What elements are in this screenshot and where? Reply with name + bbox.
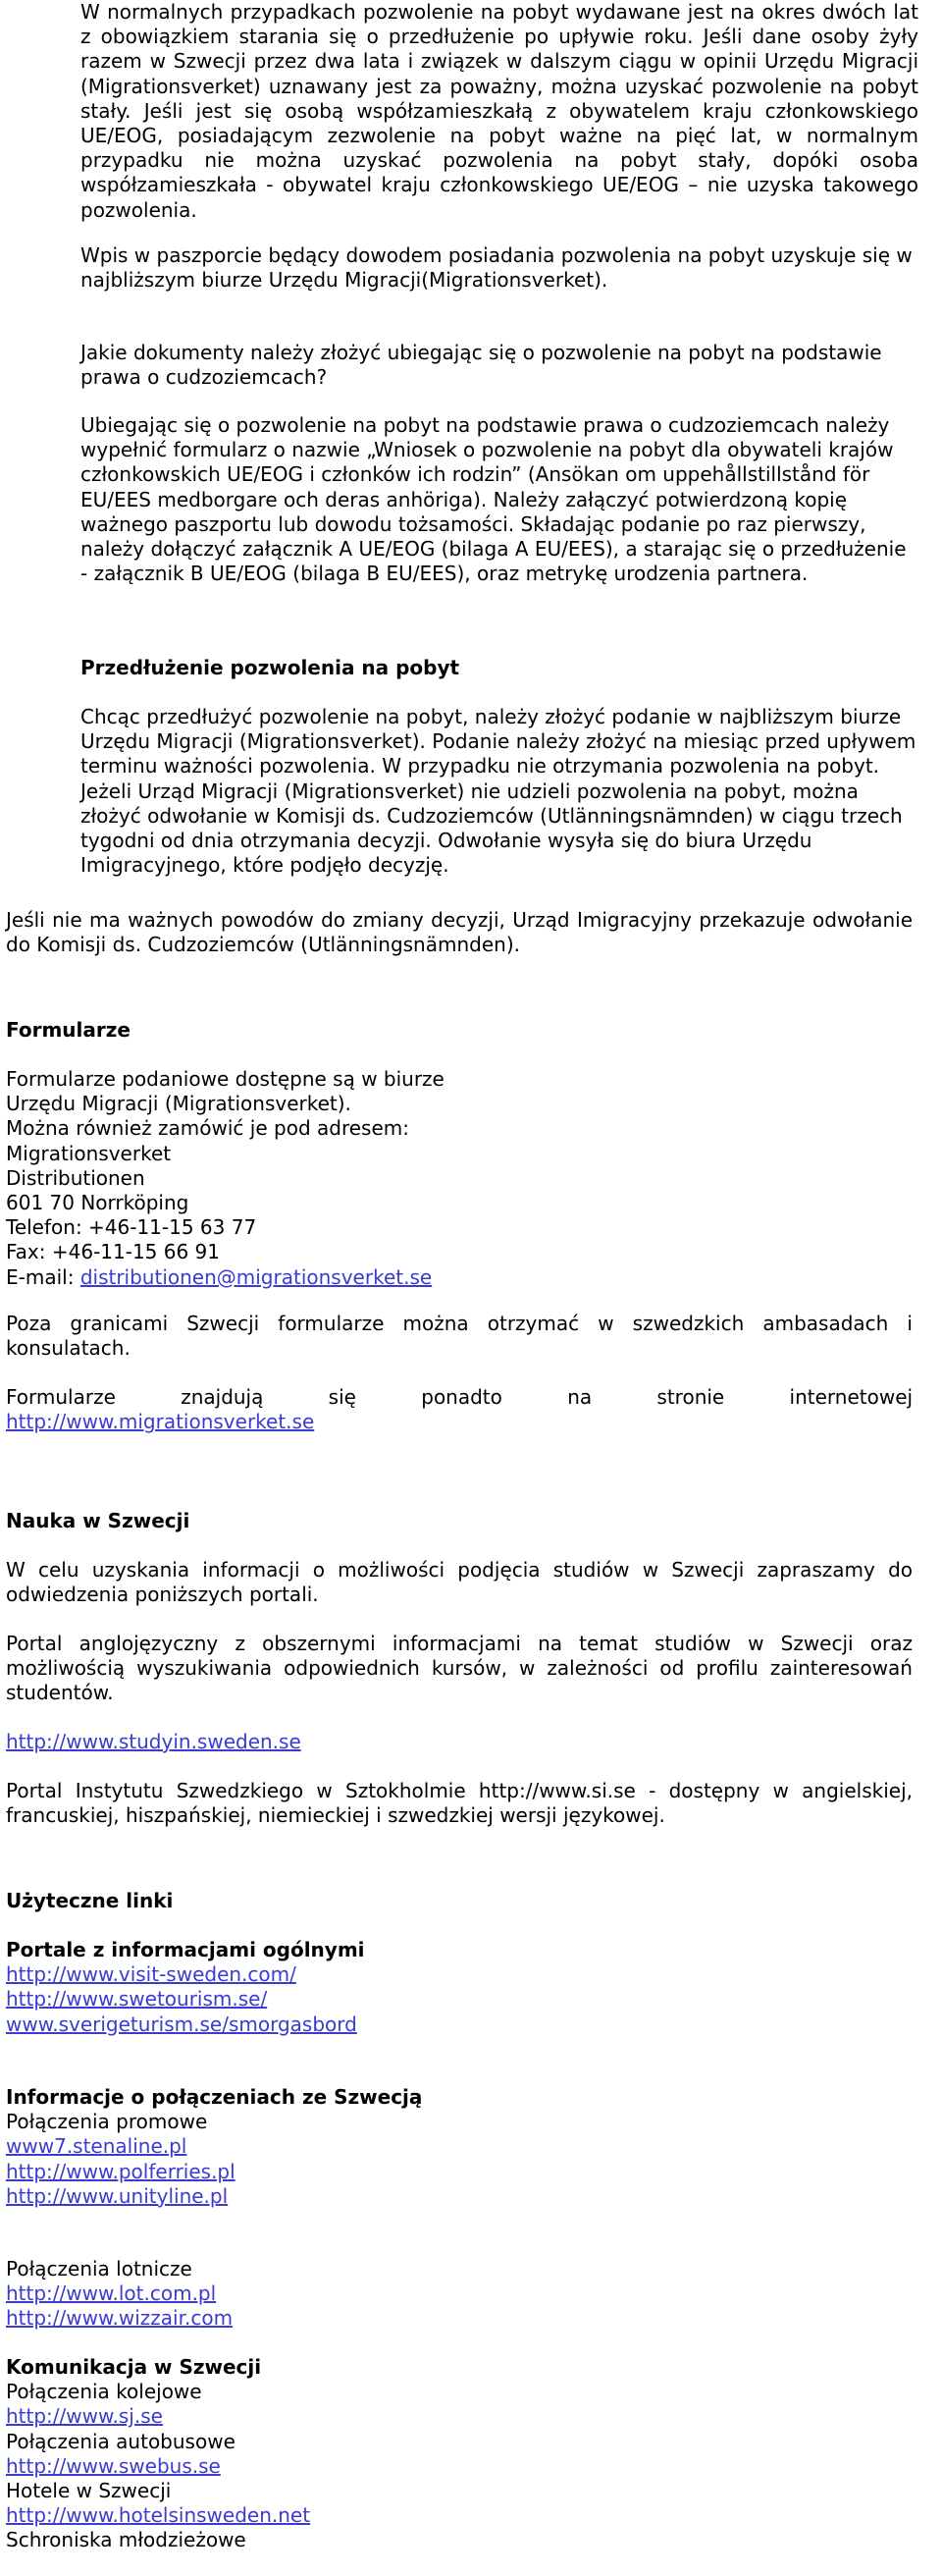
forms-line: Formularze podaniowe dostępne są w biurze bbox=[6, 1067, 445, 1091]
forms-phone: Telefon: +46-11-15 63 77 bbox=[6, 1215, 257, 1240]
subheading-general-portals: Portale z informacjami ogólnymi bbox=[6, 1938, 365, 1961]
connections-block bbox=[6, 2085, 913, 2209]
rail-label: Połączenia kolejowe bbox=[6, 2380, 202, 2404]
stenaline-link[interactable]: www7.stenaline.pl bbox=[6, 2134, 187, 2159]
forms-line: Urzędu Migracji (Migrationsverket). bbox=[6, 1092, 351, 1116]
unityline-link[interactable]: http://www.unityline.pl bbox=[6, 2183, 229, 2208]
heading-useful-links: Użyteczne linki bbox=[6, 1889, 174, 1912]
paragraph-appeal-note: Jeśli nie ma ważnych powodów do zmiany decyzji, Urząd Imigracyjny przekazuje odwołanie do Komisji ds. Cudzoziemców (Utlänningsnämnden). bbox=[6, 908, 913, 957]
migrationsverket-link[interactable]: http://www.migrationsverket.se bbox=[6, 1410, 315, 1434]
air-block bbox=[6, 2257, 913, 2332]
paragraph-passport-entry: Wpis w paszporcie będący dowodem posiadania pozwolenia na pobyt uzyskuje się w najbliższym biurze Urzędu Migracji(Migrationsverket). bbox=[80, 243, 913, 293]
subheading-transport: Komunikacja w Szwecji bbox=[6, 2355, 262, 2379]
word: na bbox=[567, 1385, 593, 1409]
wizzair-link[interactable]: http://www.wizzair.com bbox=[6, 2306, 234, 2331]
studyin-link[interactable]: http://www.studyin.sweden.se bbox=[6, 1730, 301, 1753]
polferries-link[interactable]: http://www.polferries.pl bbox=[6, 2159, 236, 2183]
word: internetowej bbox=[789, 1385, 914, 1409]
visit-sweden-link[interactable]: http://www.visit-sweden.com/ bbox=[6, 1962, 296, 1987]
paragraph-application-form: Ubiegając się o pozwolenie na pobyt na podstawie prawa o cudzoziemcach należy wypełnić formularz o nazwie „Wniosek o pozwolenie na pobyt dla obywateli krajów członkowskich UE/EOG i członków ich rodzin” (Ansökan om uppehållstillstånd för EU/EES medborgare och deras anhöriga). Należy załączyć potwierdzoną kopię ważnego paszportu lub dowodu tożsamości. Składając podanie po raz pierwszy, należy dołączyć załącznik A UE/EOG (bilaga A EU/EES), a starając się o przedłużenie - załącznik B UE/EOG (bilaga B EU/EES), oraz metrykę urodzenia partnera. bbox=[80, 413, 907, 586]
air-label: Połączenia lotnicze bbox=[6, 2257, 192, 2281]
swebus-link[interactable]: http://www.swebus.se bbox=[6, 2453, 221, 2478]
swetourism-link[interactable]: http://www.swetourism.se/ bbox=[6, 1987, 268, 2012]
forms-email-line bbox=[6, 1265, 913, 1290]
email-label: E-mail: bbox=[6, 1264, 80, 1289]
forms-address-block bbox=[6, 1067, 913, 1290]
transport-block bbox=[6, 2355, 913, 2553]
paragraph-forms-abroad: Poza granicami Szwecji formularze można otrzymać w szwedzkich ambasadach i konsulatach. bbox=[6, 1312, 913, 1361]
ferry-label: Połączenia promowe bbox=[6, 2110, 208, 2134]
forms-line: 601 70 Norrköping bbox=[6, 1191, 189, 1215]
sj-link[interactable]: http://www.sj.se bbox=[6, 2404, 163, 2429]
forms-line: Można również zamówić je pod adresem: bbox=[6, 1116, 409, 1141]
lot-link[interactable]: http://www.lot.com.pl bbox=[6, 2281, 217, 2306]
heading-extension: Przedłużenie pozwolenia na pobyt bbox=[80, 656, 460, 679]
subheading-connections: Informacje o połączeniach ze Szwecją bbox=[6, 2085, 423, 2109]
paragraph-extension: Chcąc przedłużyć pozwolenie na pobyt, należy złożyć podanie w najbliższym biurze Urzędu Migracji (Migrationsverket). Podanie należy złożyć na miesiąc przed upływem terminu ważności pozwolenia. W przypadku nie otrzymania pozwolenia na pobyt. Jeżeli Urząd Migracji (Migrationsverket) nie udzieli pozwolenia na pobyt, można złożyć odwołanie w Komisji ds. Cudzoziemców (Utlänningsnämnden) w ciągu trzech tygodni od dnia otrzymania decyzji. Odwołanie wysyła się do biura Urzędu Imigracyjnego, które podjęło decyzję. bbox=[80, 705, 916, 878]
email-link[interactable]: distributionen@migrationsverket.se bbox=[79, 1264, 433, 1289]
paragraph-si-portal: Portal Instytutu Szwedzkiego w Sztokholmie http://www.si.se - dostępny w angielskiej, francuskiej, hiszpańskiej, niemieckiej i szwedzkiej wersji językowej. bbox=[6, 1779, 913, 1828]
word: Formularze bbox=[6, 1385, 116, 1409]
heading-forms: Formularze bbox=[6, 1018, 131, 1042]
forms-line: Distributionen bbox=[6, 1165, 145, 1190]
forms-fax: Fax: +46-11-15 66 91 bbox=[6, 1240, 221, 1264]
general-portals-block bbox=[6, 1938, 913, 2037]
heading-study: Nauka w Szwecji bbox=[6, 1509, 190, 1532]
paragraph-english-portal: Portal anglojęzyczny z obszernymi informacjami na temat studiów w Szwecji oraz możliwością wyszukiwania odpowiednich kursów, w zależności od profilu zainteresowań studentów. bbox=[6, 1632, 913, 1705]
forms-internet-text bbox=[6, 1385, 913, 1410]
hostel-label: Schroniska młodzieżowe bbox=[6, 2528, 246, 2552]
forms-internet-block bbox=[6, 1385, 913, 1434]
paragraph-permanent-permit: W normalnych przypadkach pozwolenie na pobyt wydawane jest na okres dwóch lat z obowiązkiem starania się o przedłużenie po upływie roku. Jeśli dane osoby żyły razem w Szwecji przez dwa lata i związek w dalszym ciągu w opinii Urzędu Migracji (Migrationsverket) uznawany jest za poważny, można uzyskać pozwolenie na pobyt stały. Jeśli jest się osobą współzamieszkałą z obywatelem kraju członkowskiego UE/EOG, posiadającym zezwolenie na pobyt ważne na pięć lat, w normalnym przypadku nie można uzyskać pozwolenia na pobyt stały, dopóki osoba współzamieszkała - obywatel kraju członkowskiego UE/EOG – nie uzyska takowego pozwolenia. bbox=[80, 0, 918, 222]
sverigeturism-link[interactable]: www.sverigeturism.se/smorgasbord bbox=[6, 2012, 357, 2036]
question-documents: Jakie dokumenty należy złożyć ubiegając się o pozwolenie na pobyt na podstawie prawa o cudzoziemcach? bbox=[80, 341, 882, 390]
word: znajdują bbox=[181, 1385, 264, 1409]
word: ponadto bbox=[421, 1385, 502, 1409]
hotel-label: Hotele w Szwecji bbox=[6, 2479, 172, 2503]
word: się bbox=[328, 1385, 356, 1409]
bus-label: Połączenia autobusowe bbox=[6, 2429, 236, 2453]
paragraph-study-intro: W celu uzyskania informacji o możliwości podjęcia studiów w Szwecji zapraszamy do odwiedzenia poniższych portali. bbox=[6, 1558, 913, 1607]
forms-line: Migrationsverket bbox=[6, 1141, 172, 1165]
word: stronie bbox=[656, 1385, 725, 1409]
hotelsinsweden-link[interactable]: http://www.hotelsinsweden.net bbox=[6, 2503, 311, 2528]
